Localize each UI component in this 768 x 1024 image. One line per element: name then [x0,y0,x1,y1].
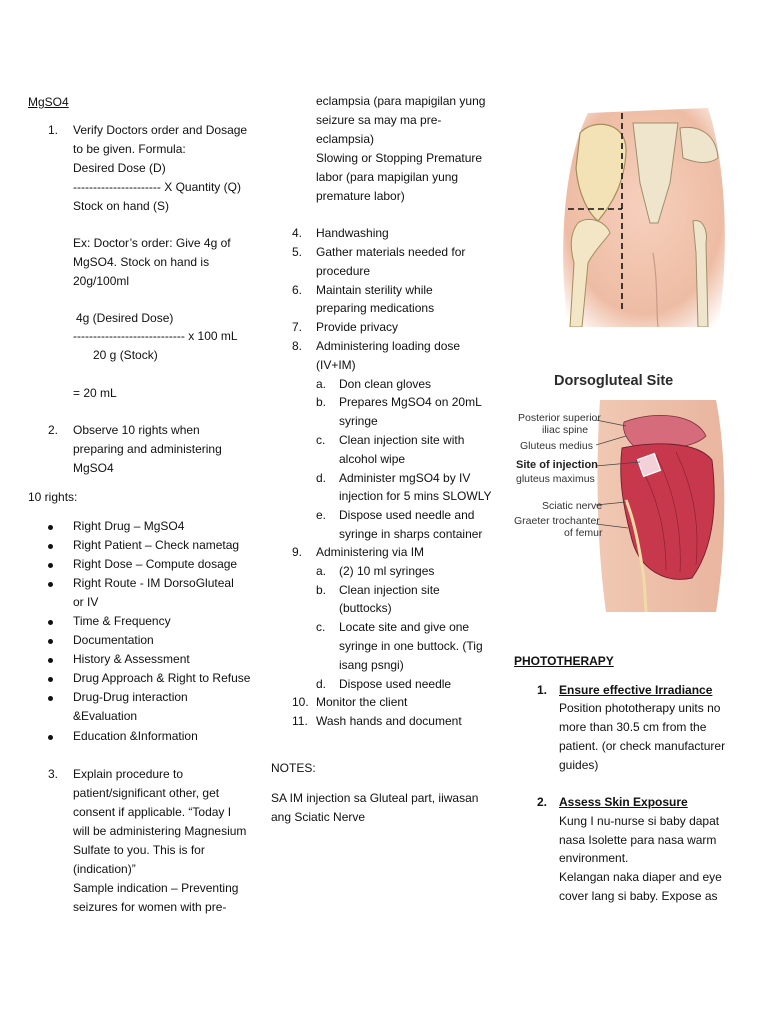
list-item: Time & Frequency [73,614,171,628]
label-site-of-injection: Site of injection [516,459,598,471]
step-number: 1. [537,683,548,697]
figure-title: Dorsogluteal Site [554,373,674,389]
mgso4-title: MgSO4 [28,95,69,109]
bullet [48,658,53,663]
notes-title: NOTES: [271,761,316,775]
label-greater-trochanter-line2: of femur [564,527,603,539]
label-sciatic-nerve: Sciatic nerve [542,500,603,512]
label-psis-line2: iliac spine [542,424,589,436]
step-heading: Ensure effective Irradiance [559,683,713,697]
pelvis-illustration [558,103,730,327]
label-greater-trochanter: Graeter trochanter [514,515,600,527]
label-psis: Posterior superior [518,412,601,424]
bullet [48,677,53,682]
step-number: 2. [537,795,548,809]
list-item: Right Drug – MgSO4 [73,519,185,533]
bullet [48,582,53,587]
phototherapy-title: PHOTOTHERAPY [514,654,614,668]
step-11-text: Wash hands and document [316,714,462,728]
list-item: Right Dose – Compute dosage [73,557,238,571]
bullet [48,544,53,549]
bullet [48,696,53,701]
step-number: 9. [292,545,303,559]
list-item-continued: &Evaluation [73,709,138,723]
step-9-text: Administering via IM [316,545,425,559]
list-item: Education &Information [73,729,198,743]
step-10-text: Monitor the client [316,695,408,709]
bullet [48,525,53,530]
list-item: Drug-Drug interaction [73,690,188,704]
list-item: Right Route - IM DorsoGluteal [73,576,234,590]
step-number: 11. [292,714,308,728]
rights-title: 10 rights: [28,490,78,504]
dorsogluteal-site-illustration [596,400,730,612]
bullet [48,563,53,568]
step-heading: Assess Skin Exposure [559,795,688,809]
step-number: 2. [48,423,59,437]
list-item: History & Assessment [73,652,190,666]
bullet [48,620,53,625]
step-number: 10. [292,695,309,709]
list-item: Drug Approach & Right to Refuse [73,671,251,685]
bullet [48,639,53,644]
bullet [48,735,53,740]
list-item: Documentation [73,633,154,647]
label-gluteus-maximus: gluteus maximus [516,473,595,485]
step-number: 1. [48,123,59,137]
step-number: 3. [48,767,59,781]
list-item: Right Patient – Check nametag [73,538,240,552]
label-gluteus-medius: Gluteus medius [520,440,593,452]
list-item-continued: or IV [73,595,99,609]
